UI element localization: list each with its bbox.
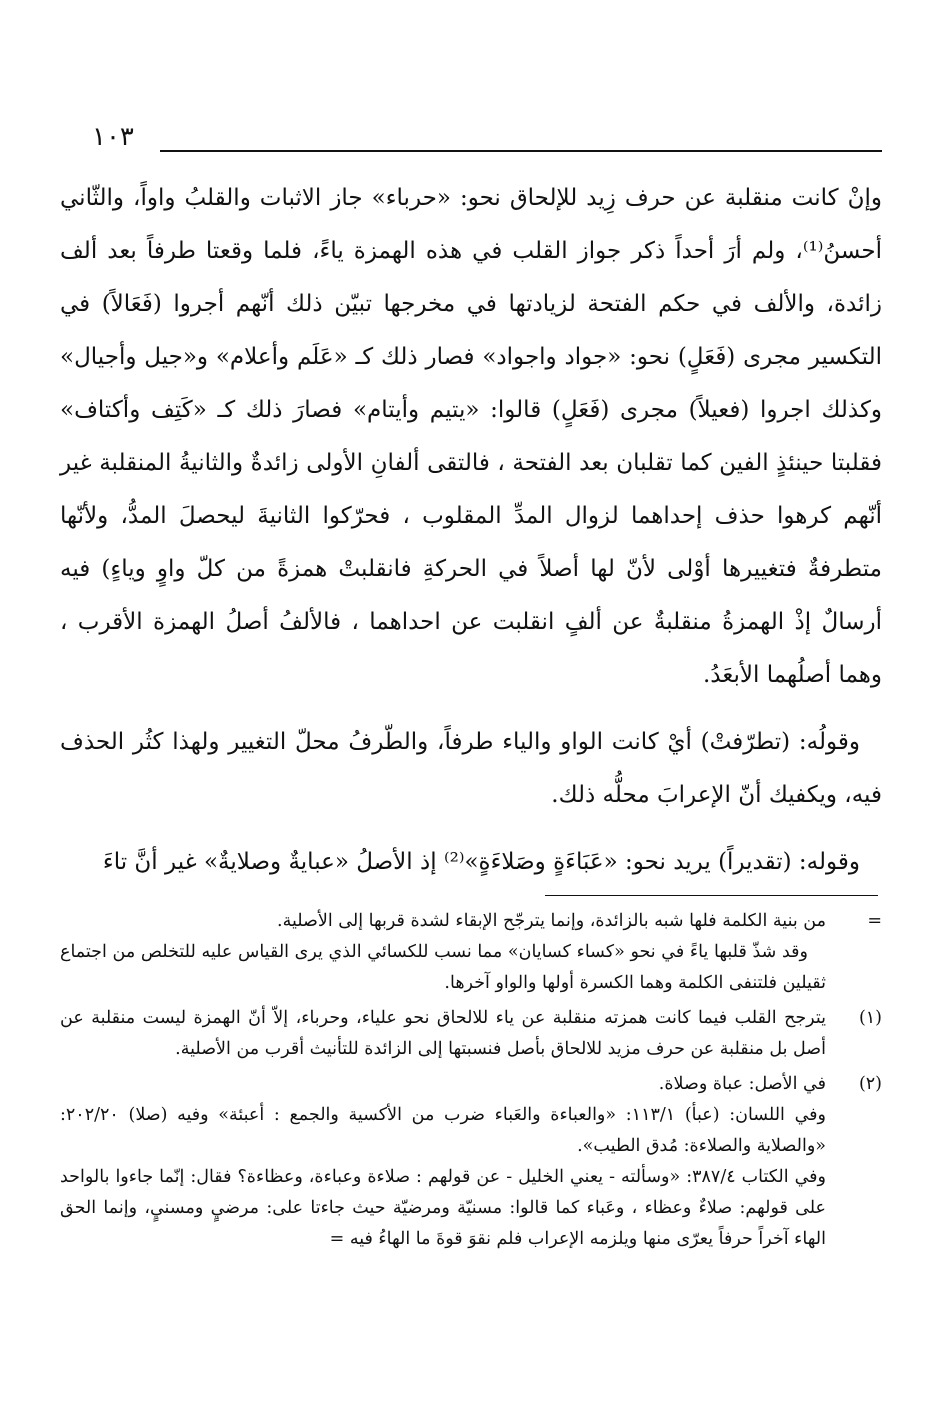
paragraph-2: وقولُه: (تطرّفتْ) أيْ كانت الواو والياء طرفاً، والطّرفُ محلّ التغيير ولهذا كثُر الحذف فيه، ويكفيك أنّ الإعرابَ محلُّه ذلك. [60, 729, 882, 808]
footnote-line: في الأصل: عباة وصلاة. [658, 1074, 826, 1094]
paragraph-1: وإنْ كانت منقلبة عن حرف زِيد للإلحاق نحو: «حرباء» جاز الاثبات والقلبُ واواً، والثّاني أحسنُ⁽¹⁾، ولم أرَ أحداً ذكر جواز القلب في هذه الهمزة ياءً، فلما وقعتا طرفاً بعد ألف زائدة، والألف في حكم الفتحة لزيادتها في مخرجها تبيّن ذلك أنّهم أجروا (فَعَالاً) في التكسير مجرى (فَعَلٍ) نحو: «جواد واجواد» فصار ذلك كـ «عَلَم وأعلام» و«جيل وأجيال» وكذلك اجروا (فعيلاً) مجرى (فَعَلٍ) قالوا: «يتيم وأيتام» فصارَ ذلك كـ «كَتِف وأكتاف» فقلبتا حينئذٍ الفين كما تقلبان بعد الفتحة ، فالتقى ألفانِ الأولى زائدةٌ والثانيةُ المنقلبة غير أنّهم كرهوا حذف إحداهما لزوال المدِّ المقلوب ، فحرّكوا الثانيةَ ليحصلَ المدُّ، ولأنّها متطرفةٌ فتغييرها أوْلى لأنّ لها أصلاً في الحركةِ فانقلبتْ همزةً من كلّ واوٍ وياءٍ) فيه أرسالٌ إذْ الهمزةُ منقلبةٌ عن ألفٍ انقلبت عن احداهما ، فالألفُ أصلُ الهمزة الأقرب ، وهما أصلُهما الأبعَدُ. [60, 185, 882, 688]
header-rule [160, 150, 882, 152]
footnote-line: وفي الكتاب ٣٨٧/٤: «وسألته - يعني الخليل - عن قولهم : صلاءة وعباءة، وعظاءة؟ فقال: إنّما جاءوا بالواحد على قولهم: صلاءٌ وعظاء ، وعَباء كما قالوا: مسنيّة ومرضيّة حيث جاءتا على: مرضيٍ ومسنيٍ، وإنما الحق الهاء آخراً حرفاً يعرّى منها ويلزمه الإعراب فلم نقوَ قوةَ ما الهاءُ فيه = [60, 1167, 826, 1249]
footnote-line: وقد شذّ قلبها ياءً في نحو «كساء كسايان» مما نسب للكسائي الذي يرى القياس عليه للتخلص من اجتماع ثقيلين فلتنفى الكلمة وهما الكسرة أولها والواو آخرها. [60, 942, 826, 993]
footnote-marker: (٢) [858, 1074, 882, 1094]
footnote-line: يترجح القلب فيما كانت همزته منقلبة عن ياء للالحاق نحو علياء، وحرباء، إلاّ أنّ الهمزة ليست منقلبة عن أصل بل منقلبة عن حرف مزيد للالحاق بأصل فنسبتها إلى الزائدة للتأنيث أقرب من الأصلية. [60, 1008, 826, 1059]
footnotes [60, 906, 882, 1255]
footnote-line: وفي اللسان: (عبأ) ١١٣/١: «والعباءة والعَباء ضرب من الأكسية والجمع : أعبئة» وفيه (صلا) ٢٠٢/٢٠: «والصلاية والصلاءة: مُدق الطيب». [60, 1105, 826, 1156]
paragraph-gap [60, 702, 882, 716]
footnote-separator [545, 895, 878, 896]
page-number: ١٠٣ [92, 122, 134, 152]
footnote-body [60, 906, 826, 999]
paragraph-gap [60, 822, 882, 836]
footnote-marker: (١) [858, 1008, 882, 1028]
footnote-continuation [60, 906, 882, 999]
main-text [60, 172, 882, 889]
footnote-marker: = [867, 911, 882, 931]
footnote-line: من بنية الكلمة فلها شبه بالزائدة، وإنما يترجّح الإبقاء لشدة قربها إلى الأصلية. [277, 911, 826, 931]
footnote-1 [60, 1003, 882, 1065]
footnote-body [60, 1069, 826, 1255]
footnote-body [60, 1003, 826, 1065]
footnote-2 [60, 1069, 882, 1255]
paragraph-3: وقوله: (تقديراً) يريد نحو: «عَبَاءَةٍ وصَلاءَةٍ»⁽²⁾ إذ الأصلُ «عبايةٌ وصلايةٌ» غير أنَّ تاءَ [102, 849, 860, 875]
